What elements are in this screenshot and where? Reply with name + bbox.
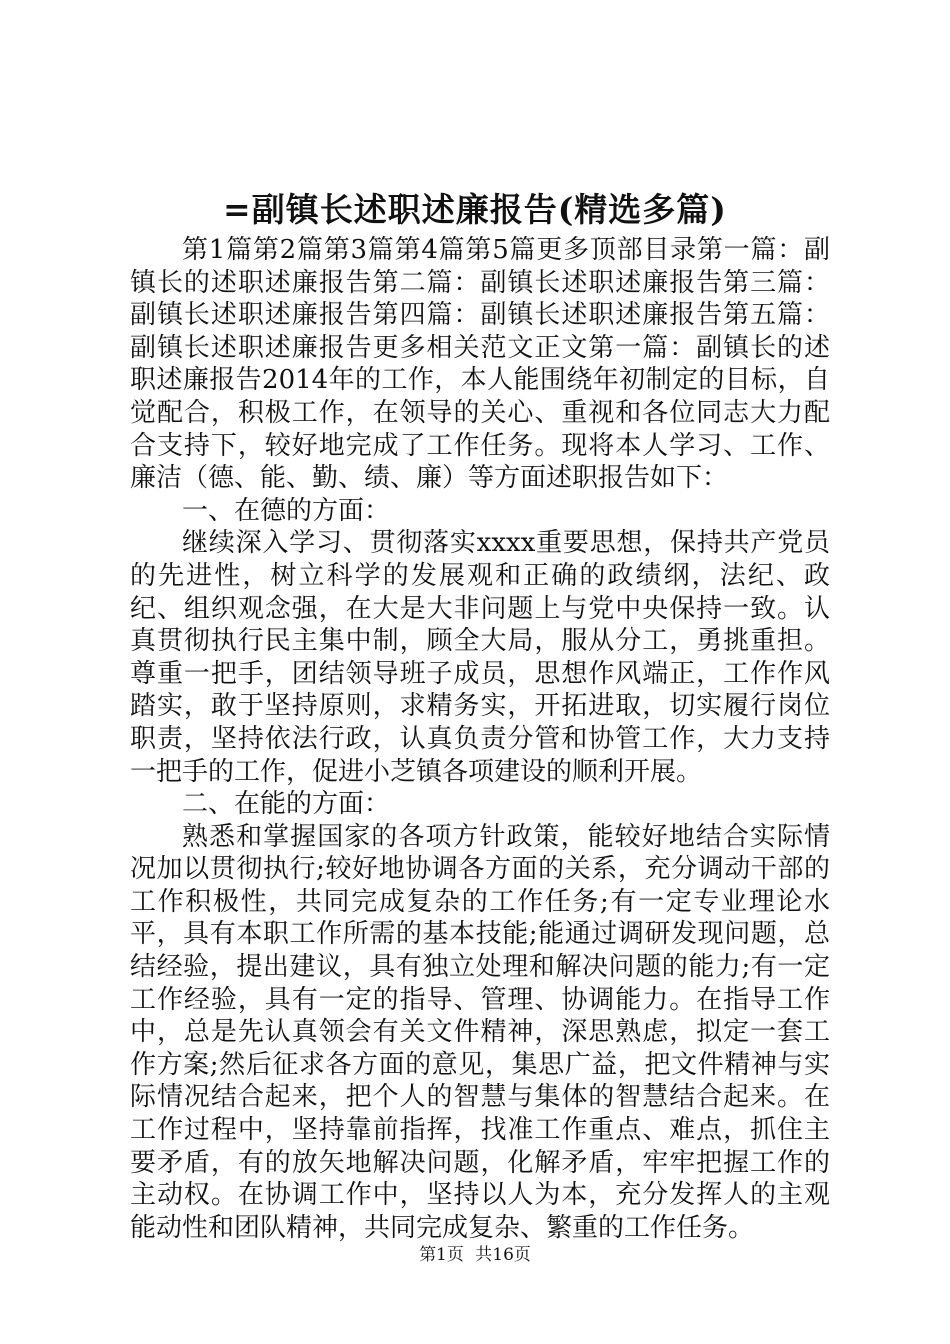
ability-paragraph: 熟悉和掌握国家的各项方针政策，能较好地结合实际情况加以贯彻执行;较好地协调各方面的关系，充分调动干部的工作积极性，共同完成复杂的工作任务;有一定专业理论水平，具有本职工作所需的基本技能;能通过调研发现问题，总结经验，提出建议，具有独立处理和解决问题的能力;有一定工作经验，具有一定的指导、管理、协调能力。在指导工作中，总是先认真领会有关文件精神，深思熟虑，拟定一套工作方案;然后征求各方面的意见，集思广益，把文件精神与实际情况结合起来，把个人的智慧与集体的智慧结合起来。在工作过程中，坚持靠前指挥，找准工作重点、难点，抓住主要矛盾，有的放矢地解决问题，化解矛盾，牢牢把握工作的主动权。在协调工作中，坚持以人为本，充分发挥人的主观能动性和团队精神，共同完成复杂、繁重的工作任务。 (130, 821, 830, 1243)
document-title: =副镇长述职述廉报告(精选多篇) (223, 190, 727, 229)
intro-paragraph: 第1篇第2篇第3篇第4篇第5篇更多顶部目录第一篇：副镇长的述职述廉报告第二篇：副镇长述职述廉报告第三篇：副镇长述职述廉报告第四篇：副镇长述职述廉报告第五篇：副镇长述职述廉报告更多相关范文正文第一篇：副镇长的述职述廉报告2014年的工作，本人能围绕年初制定的目标，自觉配合，积极工作，在领导的关心、重视和各位同志大力配合支持下，较好地完成了工作任务。现将本人学习、工作、廉洁（德、能、勤、绩、廉）等方面述职报告如下： (130, 235, 830, 494)
section-heading-virtue: 一、在德的方面： (182, 495, 391, 526)
total-pages: 共16页 (475, 1245, 531, 1265)
page-number: 第1页 (419, 1245, 464, 1265)
page-footer (0, 1243, 950, 1267)
section-heading-ability: 二、在能的方面： (182, 789, 391, 820)
document-body (130, 234, 830, 1244)
virtue-paragraph: 继续深入学习、贯彻落实xxxx重要思想，保持共产党员的先进性，树立科学的发展观和正确的政绩纲，法纪、政纪、组织观念强，在大是大非问题上与党中央保持一致。认真贯彻执行民主集中制，顾全大局，服从分工，勇挑重担。尊重一把手，团结领导班子成员，思想作风端正，工作作风踏实，敢于坚持原则，求精务实，开拓进取，切实履行岗位职责，坚持依法行政，认真负责分管和协管工作，大力支持一把手的工作，促进小芝镇各项建设的顺利开展。 (130, 528, 830, 787)
